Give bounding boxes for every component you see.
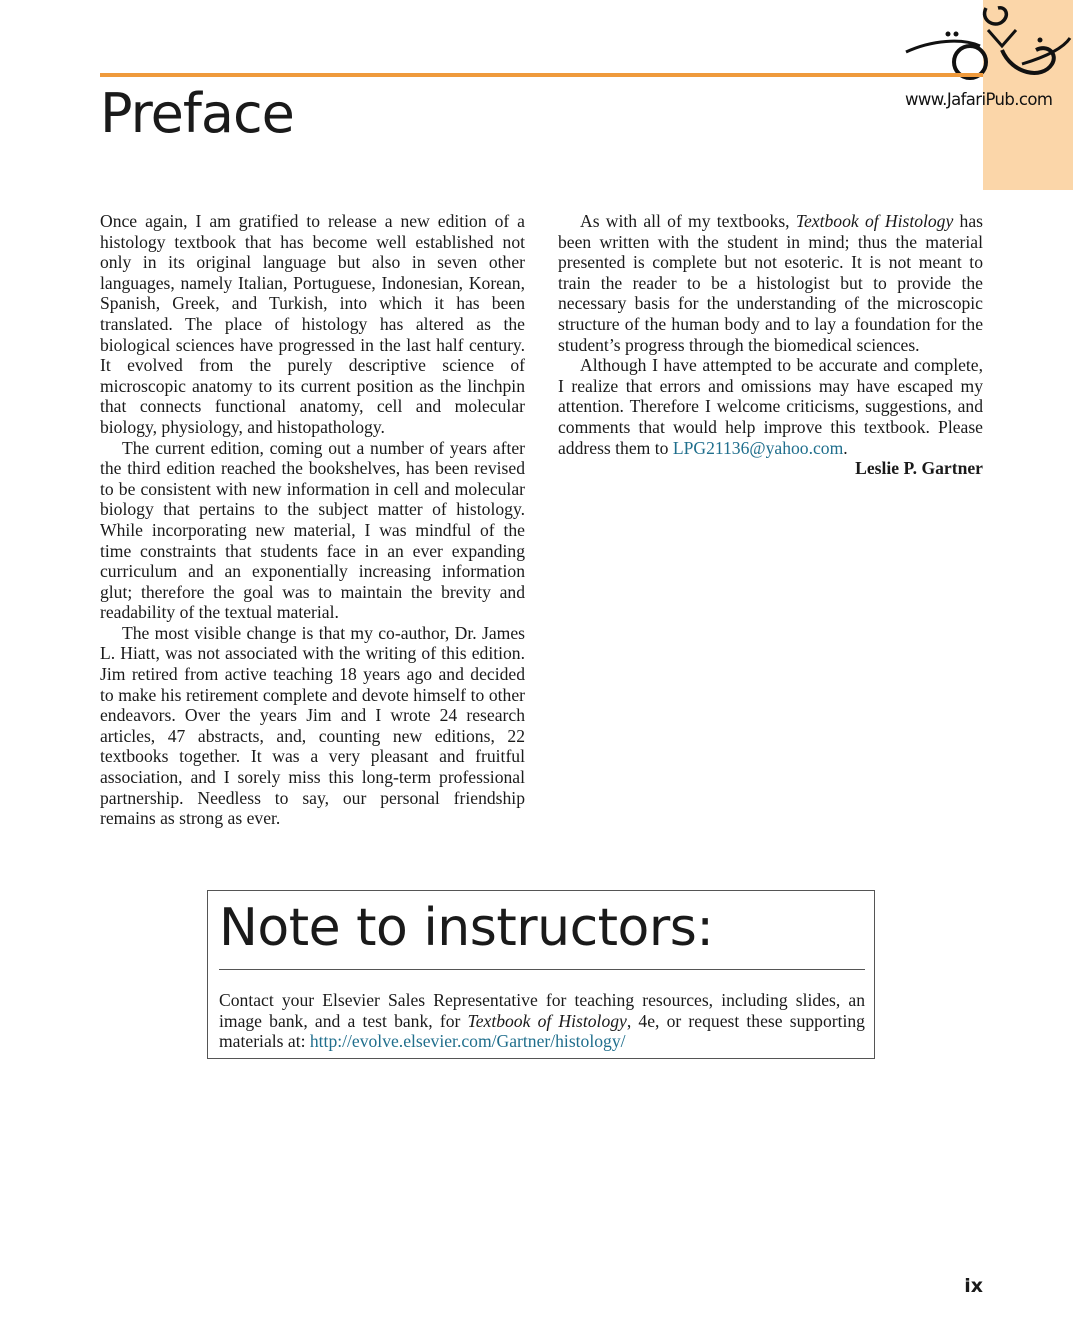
note-divider — [219, 969, 865, 970]
paragraph-1: Once again, I am gratified to release a new edition of a histology textbook that has become well established not only in its original language but also in seven other languages, namely Italian, Portuguese, Indonesian, Korean, Spanish, Greek, and Turkish, into which it has been translated. The place of histology has altered as the biological sciences have progressed in the last half century. It evolved from the purely descriptive science of microscopic anatomy to its current position as the linchpin that connects functional anatomy, cell and molecular biology, physiology, and histopathology. — [100, 211, 525, 437]
author-signature: Leslie P. Gartner — [855, 458, 983, 479]
paragraph-5 — [558, 355, 983, 458]
calligraphy-logo-icon — [902, 0, 1073, 92]
email-link[interactable]: LPG21136@yahoo.com — [672, 437, 844, 458]
page-number: ix — [964, 1275, 983, 1297]
page-title: Preface — [100, 82, 294, 145]
paragraph-3: The most visible change is that my co-author, Dr. James L. Hiatt, was not associated with the writing of this edition. Jim retired from active teaching 18 years ago and decided to make his retirement complete and devote himself to other endeavors. Over the years Jim and I wrote 24 research articles, 47 abstracts, and, counting new editions, 22 textbooks together. It was a very pleasant and fruitful association, and I sorely miss this long-term professional partnership. Needless to say, our personal friendship remains as strong as ever. — [100, 622, 525, 829]
paragraph-5-lead: Although I have attempted to be accurate and complete, I realize that errors and omissions may have escaped my attention. Therefore I welcome criticisms, suggestions, and comments that would help improve this textbook. Please address them to — [558, 355, 983, 458]
paragraph-4-lead: As with all of my textbooks, — [580, 211, 796, 231]
paragraph-4 — [558, 211, 983, 355]
evolve-url-link[interactable]: http://evolve.elsevier.com/Gartner/histology/ — [309, 1031, 626, 1052]
publisher-logo — [902, 0, 1073, 115]
note-body — [219, 990, 865, 1052]
paragraph-5-end: . — [843, 437, 848, 458]
paragraph-4-rest: has been written with the student in mind; thus the material presented is complete but not esoteric. It is not meant to train the reader to be a histologist but to provide the necessary basis for the understanding of the microscopic structure of the human body and to lay a foundation for the student’s progress through the biomedical sciences. — [558, 211, 983, 355]
note-to-instructors-box — [207, 890, 875, 1059]
note-title: Note to instructors: — [219, 898, 714, 958]
note-book-title: Textbook of Histology — [467, 1010, 627, 1031]
left-column — [100, 211, 525, 829]
right-column — [558, 211, 983, 479]
note-text-middle: , 4e, or request these supporting materials at: — [219, 1010, 865, 1052]
logo-text: www.JafariPub.com — [905, 90, 1053, 109]
paragraph-2: The current edition, coming out a number of years after the third edition reached the bookshelves, has been revised to be consistent with new information in cell and molecular biology that pertains to the subject matter of histology. While incorporating new material, I was mindful of the time constraints that students face in an ever expanding curriculum and an exponentially increasing information glut; therefore the goal was to maintain the brevity and readability of the textual material. — [100, 437, 525, 623]
book-title: Textbook of Histology — [795, 211, 954, 231]
header-rule — [100, 73, 983, 77]
note-text-lead: Contact your Elsevier Sales Representative for teaching resources, including slides, an image bank, and a test bank, for — [219, 990, 865, 1031]
